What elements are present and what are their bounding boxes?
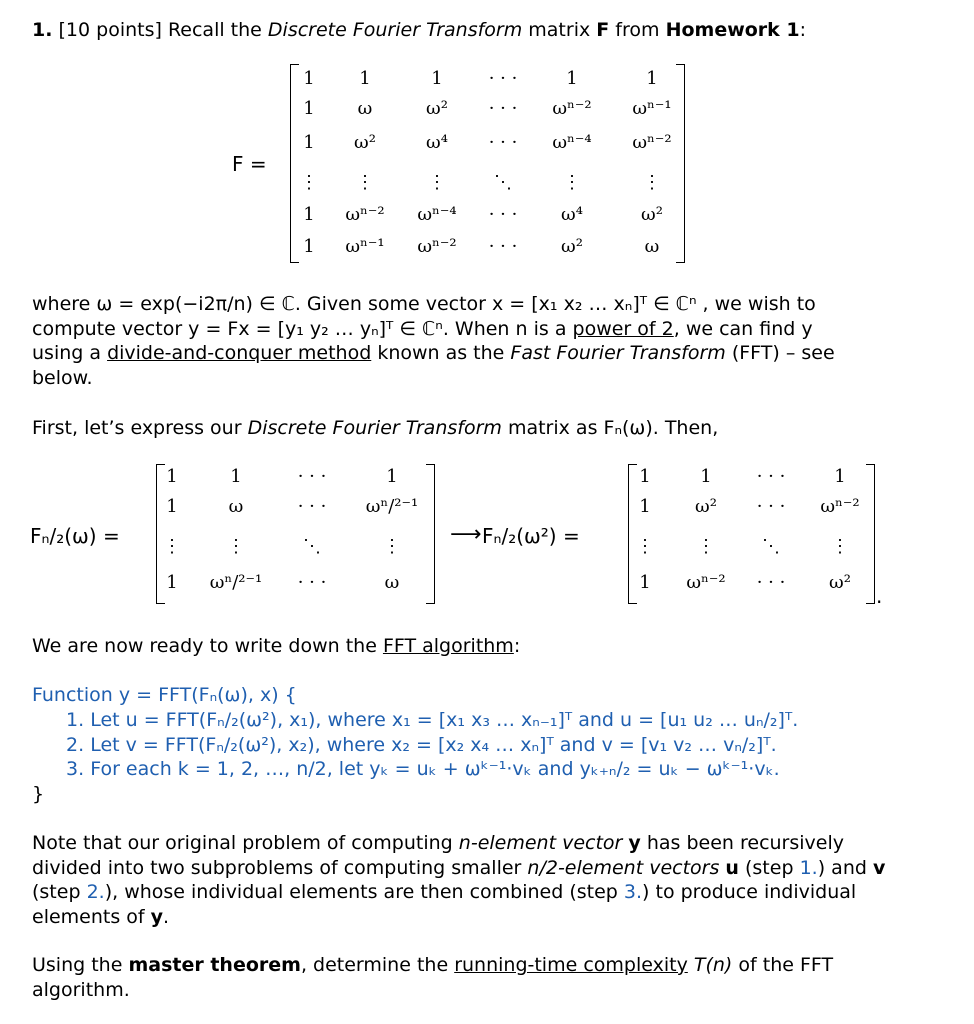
matrix-half-right-cell-r2-c0: ⋮ [636, 536, 654, 557]
p5-t4: of the FFT [738, 954, 834, 976]
paragraph-note [32, 831, 912, 929]
matrix-half-right-cell-r1-c1: ω² [695, 496, 717, 517]
running-time-complexity-link: running-time complexity [454, 954, 688, 976]
matrix-half-right-cell-r2-c2: ⋱ [762, 536, 780, 557]
problem-heading [32, 18, 912, 43]
matrix-half-left-cell-r2-c1: ⋮ [227, 536, 245, 557]
algorithm-steps [66, 708, 946, 782]
matrix-F-cell-r5-c1: ωⁿ⁻¹ [345, 236, 385, 257]
para1-line3 [32, 341, 912, 366]
paragraph-express [32, 416, 912, 441]
para2-text-a: First, let’s express our [32, 417, 242, 439]
p4-t12: (step [32, 881, 81, 903]
matrix-half-left-cell-r2-c3: ⋮ [383, 536, 401, 557]
matrix-half-left-cell-r0-c3: 1 [386, 466, 398, 487]
p4-step3: 3. [623, 881, 643, 903]
para1-line2a: compute vector y = Fx = [y₁ y₂ … yₙ]ᵀ ∈ ℂⁿ. When n is a [32, 317, 567, 340]
matrix-F-right-bracket [676, 64, 685, 263]
step-3-text: For each k = 1, 2, …, n/2, let yₖ = uₖ + ωᵏ⁻¹·vₖ and yₖ₊ₙ/₂ = uₖ − ωᵏ⁻¹·vₖ. [90, 758, 780, 780]
algorithm-footer: } [32, 783, 45, 805]
matrix-F-cell-r4-c4: ω⁴ [561, 204, 583, 225]
matrix-F-cell-r0-c3: · · · [488, 68, 518, 89]
fft-name: Fast Fourier Transform [510, 342, 726, 364]
matrix-half-right-label: Fₙ/₂(ω²) = [482, 524, 580, 548]
matrix-F-cell-r5-c3: · · · [488, 236, 518, 257]
para1-line3c: (FFT) – see [731, 342, 835, 364]
matrix-F-cell-r2-c0: 1 [303, 132, 315, 153]
matrix-F-cell-r2-c3: · · · [488, 132, 518, 153]
para3-text-b: : [513, 635, 521, 657]
matrix-half-right-cell-r0-c0: 1 [639, 466, 651, 487]
p4-t11: v [872, 856, 886, 879]
para1-line2b: , we can find y [673, 317, 813, 340]
matrix-F-cell-r0-c4: 1 [566, 68, 578, 89]
matrix-half-left-cell-r3-c3: ω [384, 572, 400, 593]
matrix-F-cell-r1-c3: · · · [488, 98, 518, 119]
matrix-F-cell-r0-c5: 1 [646, 68, 658, 89]
para1-line3a: using a [32, 342, 102, 364]
algorithm-header: Function y = FFT(Fₙ(ω), x) { [32, 684, 297, 706]
matrix-half-right-cell-r3-c0: 1 [639, 572, 651, 593]
matrix-F-cell-r5-c4: ω² [561, 236, 583, 257]
matrix-F-cell-r3-c5: ⋮ [643, 172, 661, 193]
matrix-F-label: F = [232, 152, 267, 176]
matrix-F-cell-r5-c2: ωⁿ⁻² [417, 236, 457, 257]
matrix-F-cell-r2-c2: ω⁴ [426, 132, 448, 153]
matrix-half-right-cell-r3-c2: · · · [756, 572, 786, 593]
matrix-F-cell-r4-c3: · · · [488, 204, 518, 225]
matrix-F-cell-r5-c5: ω [644, 236, 660, 257]
matrix-F-cell-r4-c5: ω² [641, 204, 663, 225]
paragraph-question [32, 953, 912, 1002]
step-1-num: 1. [66, 709, 85, 731]
p4-t13: ), whose individual elements are then combined (step [104, 881, 618, 903]
matrix-half-left-cell-r3-c0: 1 [166, 572, 178, 593]
matrix-F-cell-r3-c3: ⋱ [494, 172, 512, 193]
colon: : [799, 19, 807, 41]
matrix-F-cell-r0-c1: 1 [359, 68, 371, 89]
problem-points: [10 points] [58, 19, 162, 41]
matrix-F-left-bracket [290, 64, 299, 263]
matrix-F-cell-r3-c2: ⋮ [428, 172, 446, 193]
para1-line3b: known as the [377, 342, 505, 364]
matrix-half-right-cell-r0-c3: 1 [834, 466, 846, 487]
matrix-word: matrix [528, 19, 591, 41]
p4-t4: has been recursively [646, 832, 845, 854]
problem-number: 1. [32, 19, 53, 41]
matrix-F-cell-r4-c1: ωⁿ⁻² [345, 204, 385, 225]
matrix-half-left-cell-r2-c2: ⋱ [303, 536, 321, 557]
para1-line1: where ω = exp(−i2π/n) ∈ ℂ. Given some vector x = [x₁ x₂ … xₙ]ᵀ ∈ ℂⁿ , we wish to [32, 293, 816, 315]
matrix-half-left-cell-r1-c0: 1 [166, 496, 178, 517]
para2-text-b: matrix as Fₙ(ω). Then, [507, 417, 719, 439]
p4-t10: and [831, 856, 867, 879]
matrix-half-left-cell-r0-c1: 1 [230, 466, 242, 487]
matrix-half-left-cell-r0-c0: 1 [166, 466, 178, 487]
p5-t5: algorithm. [32, 978, 130, 1001]
algorithm-step-2 [66, 733, 946, 758]
matrix-F-cell-r1-c2: ω² [426, 98, 448, 119]
p4-t14: ) to produce [642, 881, 758, 903]
para2-dft-name: Discrete Fourier Transform [247, 417, 502, 439]
matrix-F-cell-r3-c4: ⋮ [563, 172, 581, 193]
matrix-F-cell-r0-c0: 1 [303, 68, 315, 89]
matrix-half-left-cell-r1-c1: ω [228, 496, 244, 517]
p4-t1: Note that our original problem of computing [32, 832, 453, 854]
matrix-F-cell-r2-c5: ωⁿ⁻² [632, 132, 672, 153]
matrix-F-cell-r3-c0: ⋮ [300, 172, 318, 193]
algorithm-step-1 [66, 708, 946, 733]
p4-t5: divided into two subproblems of computing smaller [32, 856, 522, 879]
matrix-half-right-cell-r3-c3: ω² [829, 572, 851, 593]
matrix-half-right-cell-r3-c1: ωⁿ⁻² [686, 572, 726, 593]
matrix-period: . [876, 584, 883, 608]
algorithm-step-3 [66, 757, 946, 782]
matrix-symbol: F [596, 19, 610, 41]
p4-t3: y [628, 832, 641, 854]
para3-text-a: We are now ready to write down the [32, 635, 377, 657]
paragraph-ready [32, 634, 912, 659]
dft-name: Discrete Fourier Transform [267, 19, 523, 41]
p4-t17: . [163, 905, 170, 928]
p4-t6: n/2-element vectors [527, 856, 720, 879]
para1-line2 [32, 317, 912, 342]
intro-text: Recall the [167, 19, 262, 41]
matrix-half-left-cell-r3-c2: · · · [297, 572, 327, 593]
master-theorem: master theorem [128, 954, 301, 976]
matrix-half-left-cell-r1-c3: ωⁿ/²⁻¹ [365, 496, 419, 517]
paragraph-intro [32, 292, 912, 390]
matrix-half-left-cell-r1-c2: · · · [297, 496, 327, 517]
matrix-F-cell-r1-c1: ω [357, 98, 373, 119]
p4-t16: y [150, 905, 164, 928]
matrix-half-right-cell-r0-c2: · · · [756, 466, 786, 487]
homework-ref: Homework 1 [665, 19, 800, 41]
matrix-half-right-cell-r1-c3: ωⁿ⁻² [820, 496, 860, 517]
matrix-half-left-cell-r3-c1: ωⁿ/²⁻¹ [209, 572, 263, 593]
matrix-half-right-cell-r1-c2: · · · [756, 496, 786, 517]
power-of-2-link: power of 2 [572, 317, 674, 340]
matrix-F-cell-r1-c4: ωⁿ⁻² [552, 98, 592, 119]
matrix-F-cell-r2-c4: ωⁿ⁻⁴ [552, 132, 592, 153]
matrix-half-left-label: Fₙ/₂(ω) = [30, 524, 120, 548]
p5-t2: , determine the [300, 954, 449, 976]
para1-line4: below. [32, 366, 93, 389]
matrix-F-cell-r4-c0: 1 [303, 204, 315, 225]
step-2-num: 2. [66, 733, 85, 756]
p4-t7: u [725, 856, 739, 879]
divide-conquer-link: divide-and-conquer method [107, 342, 372, 364]
step-2-text: Let v = FFT(Fₙ/₂(ω²), x₂), where x₂ = [x₂ x₄ … xₙ]ᵀ and v = [v₁ v₂ … vₙ/₂]ᵀ. [90, 733, 777, 756]
transform-arrow: ⟶ [450, 522, 482, 547]
matrix-half-left-cell-r0-c2: · · · [297, 466, 327, 487]
matrix-F-cell-r3-c1: ⋮ [356, 172, 374, 193]
matrix-half-right-cell-r0-c1: 1 [700, 466, 712, 487]
step-3-num: 3. [66, 758, 85, 780]
p4-t15: individual elements of [32, 881, 857, 928]
fft-algorithm-link: FFT algorithm [382, 635, 514, 657]
matrix-F-cell-r1-c0: 1 [303, 98, 315, 119]
p4-t8: (step [745, 856, 794, 879]
p4-t2: n-element vector [458, 832, 623, 854]
matrix-F-cell-r2-c1: ω² [354, 132, 376, 153]
matrix-half-left-cell-r2-c0: ⋮ [163, 536, 181, 557]
matrix-F-cell-r4-c2: ωⁿ⁻⁴ [417, 204, 457, 225]
from-text: from [615, 19, 660, 41]
matrix-half-right-cell-r1-c0: 1 [639, 496, 651, 517]
matrix-F-cell-r0-c2: 1 [431, 68, 443, 89]
p4-t9: ) [817, 856, 826, 879]
matrix-F-cell-r5-c0: 1 [303, 236, 315, 257]
p5-tn: T(n) [693, 954, 733, 976]
p4-step1: 1. [799, 856, 818, 879]
p4-step2: 2. [86, 881, 105, 903]
matrix-half-right-cell-r2-c3: ⋮ [831, 536, 849, 557]
matrix-half-right-cell-r2-c1: ⋮ [697, 536, 715, 557]
step-1-text: Let u = FFT(Fₙ/₂(ω²), x₁), where x₁ = [x₁ x₃ … xₙ₋₁]ᵀ and u = [u₁ u₂ … uₙ/₂]ᵀ. [90, 709, 799, 731]
matrix-F-cell-r1-c5: ωⁿ⁻¹ [632, 98, 672, 119]
p5-t1: Using the [32, 954, 123, 976]
